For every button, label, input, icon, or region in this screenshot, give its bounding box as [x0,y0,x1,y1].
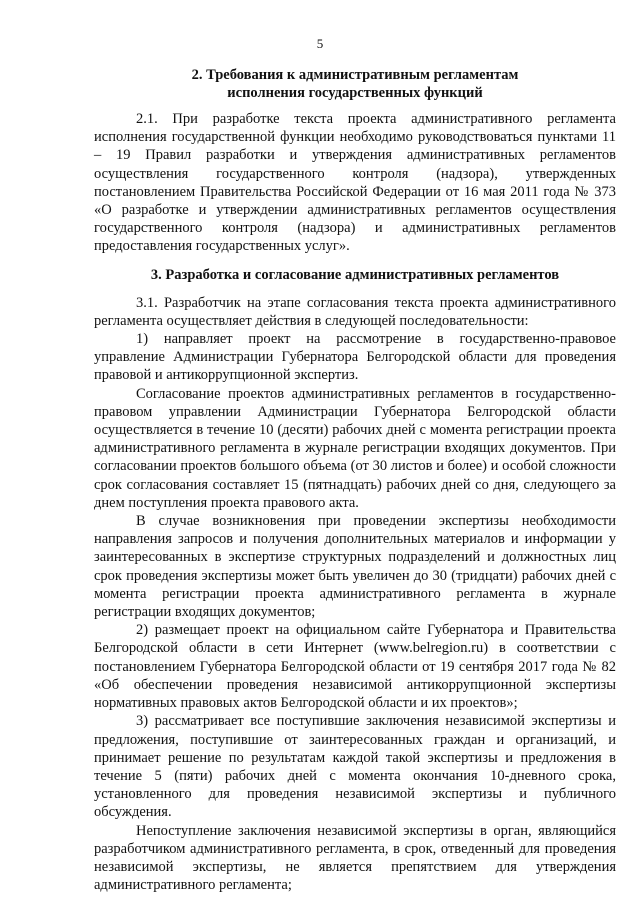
section-3-heading: 3. Разработка и согласование административных регламентов [150,266,560,283]
page-number: 5 [316,36,324,51]
section-2-heading-line1: 2. Требования к административным регламентам [191,67,519,83]
section-2-heading [94,66,616,102]
section-2-heading-line2: исполнения государственных функций [227,85,483,101]
paragraph-3-1: 3.1. Разработчик на этапе согласования текста проекта административного регламента осуществляет действия в следующей последовательности: [94,294,616,329]
paragraph-extension: В случае возникновения при проведении экспертизы необходимости направления запросов и получения дополнительных материалов и информации у заинтересованных в экспертизе структурных подразделений и должностных лиц срок проведения экспертизы может быть увеличен до 30 (тридцати) рабочих дней с момента регистрации проекта административного регламента в журнале регистрации входящих документов; [94,513,616,621]
paragraph-approval-terms: Согласование проектов административных регламентов в государственно-правовом управлении Администрации Губернатора Белгородской области осуществляется в течение 10 (десяти) рабочих дней с момента регистрации проекта административного регламента в журнале регистрации входящих документов. При согласовании проектов большого объема (от 30 листов и более) и особой сложности срок согласования составляет 15 (пятнадцать) рабочих дней со дня, следующего за днем поступления проекта правового акта. [94,385,616,511]
document-body [94,66,616,894]
paragraph-3-1-item-2: 2) размещает проект на официальном сайте Губернатора и Правительства Белгородской области в сети Интернет (www.belregion.ru) в соответствии с постановлением Губернатора Белгородской области от 19 сентября 2017 года № 82 «Об обеспечении проведения независимой антикоррупционной экспертизы нормативных правовых актов Белгородской области и их проектов»; [94,622,616,712]
paragraph-3-1-item-1: 1) направляет проект на рассмотрение в государственно-правовое управление Администрации Губернатора Белгородской области для проведения правовой и антикоррупционной экспертиз. [94,331,616,384]
paragraph-non-receipt: Непоступление заключения независимой экспертизы в орган, являющийся разработчиком административного регламента, в срок, отведенный для проведения независимой экспертизы, не является препятствием для утверждения административного регламента; [94,822,616,894]
paragraph-2-1: 2.1. При разработке текста проекта административного регламента исполнения государственной функции необходимо руководствоваться пунктами 11 – 19 Правил разработки и утверждения административных регламентов осуществления государственного контроля (надзора), утвержденных постановлением Правительства Российской Федерации от 16 мая 2011 года № 373 «О разработке и утверждении административных регламентов осуществления государственного контроля (надзора) и административных регламентов предоставления государственных услуг». [94,111,616,255]
paragraph-3-1-item-3: 3) рассматривает все поступившие заключения независимой экспертизы и предложения, поступившие от заинтересованных граждан и организаций, и принимает решение по результатам каждой такой экспертизы и предложения в течение 5 (пяти) рабочих дней с момента окончания 10-дневного срока, установленного для проведения независимой экспертизы и публичного обсуждения. [94,713,616,821]
